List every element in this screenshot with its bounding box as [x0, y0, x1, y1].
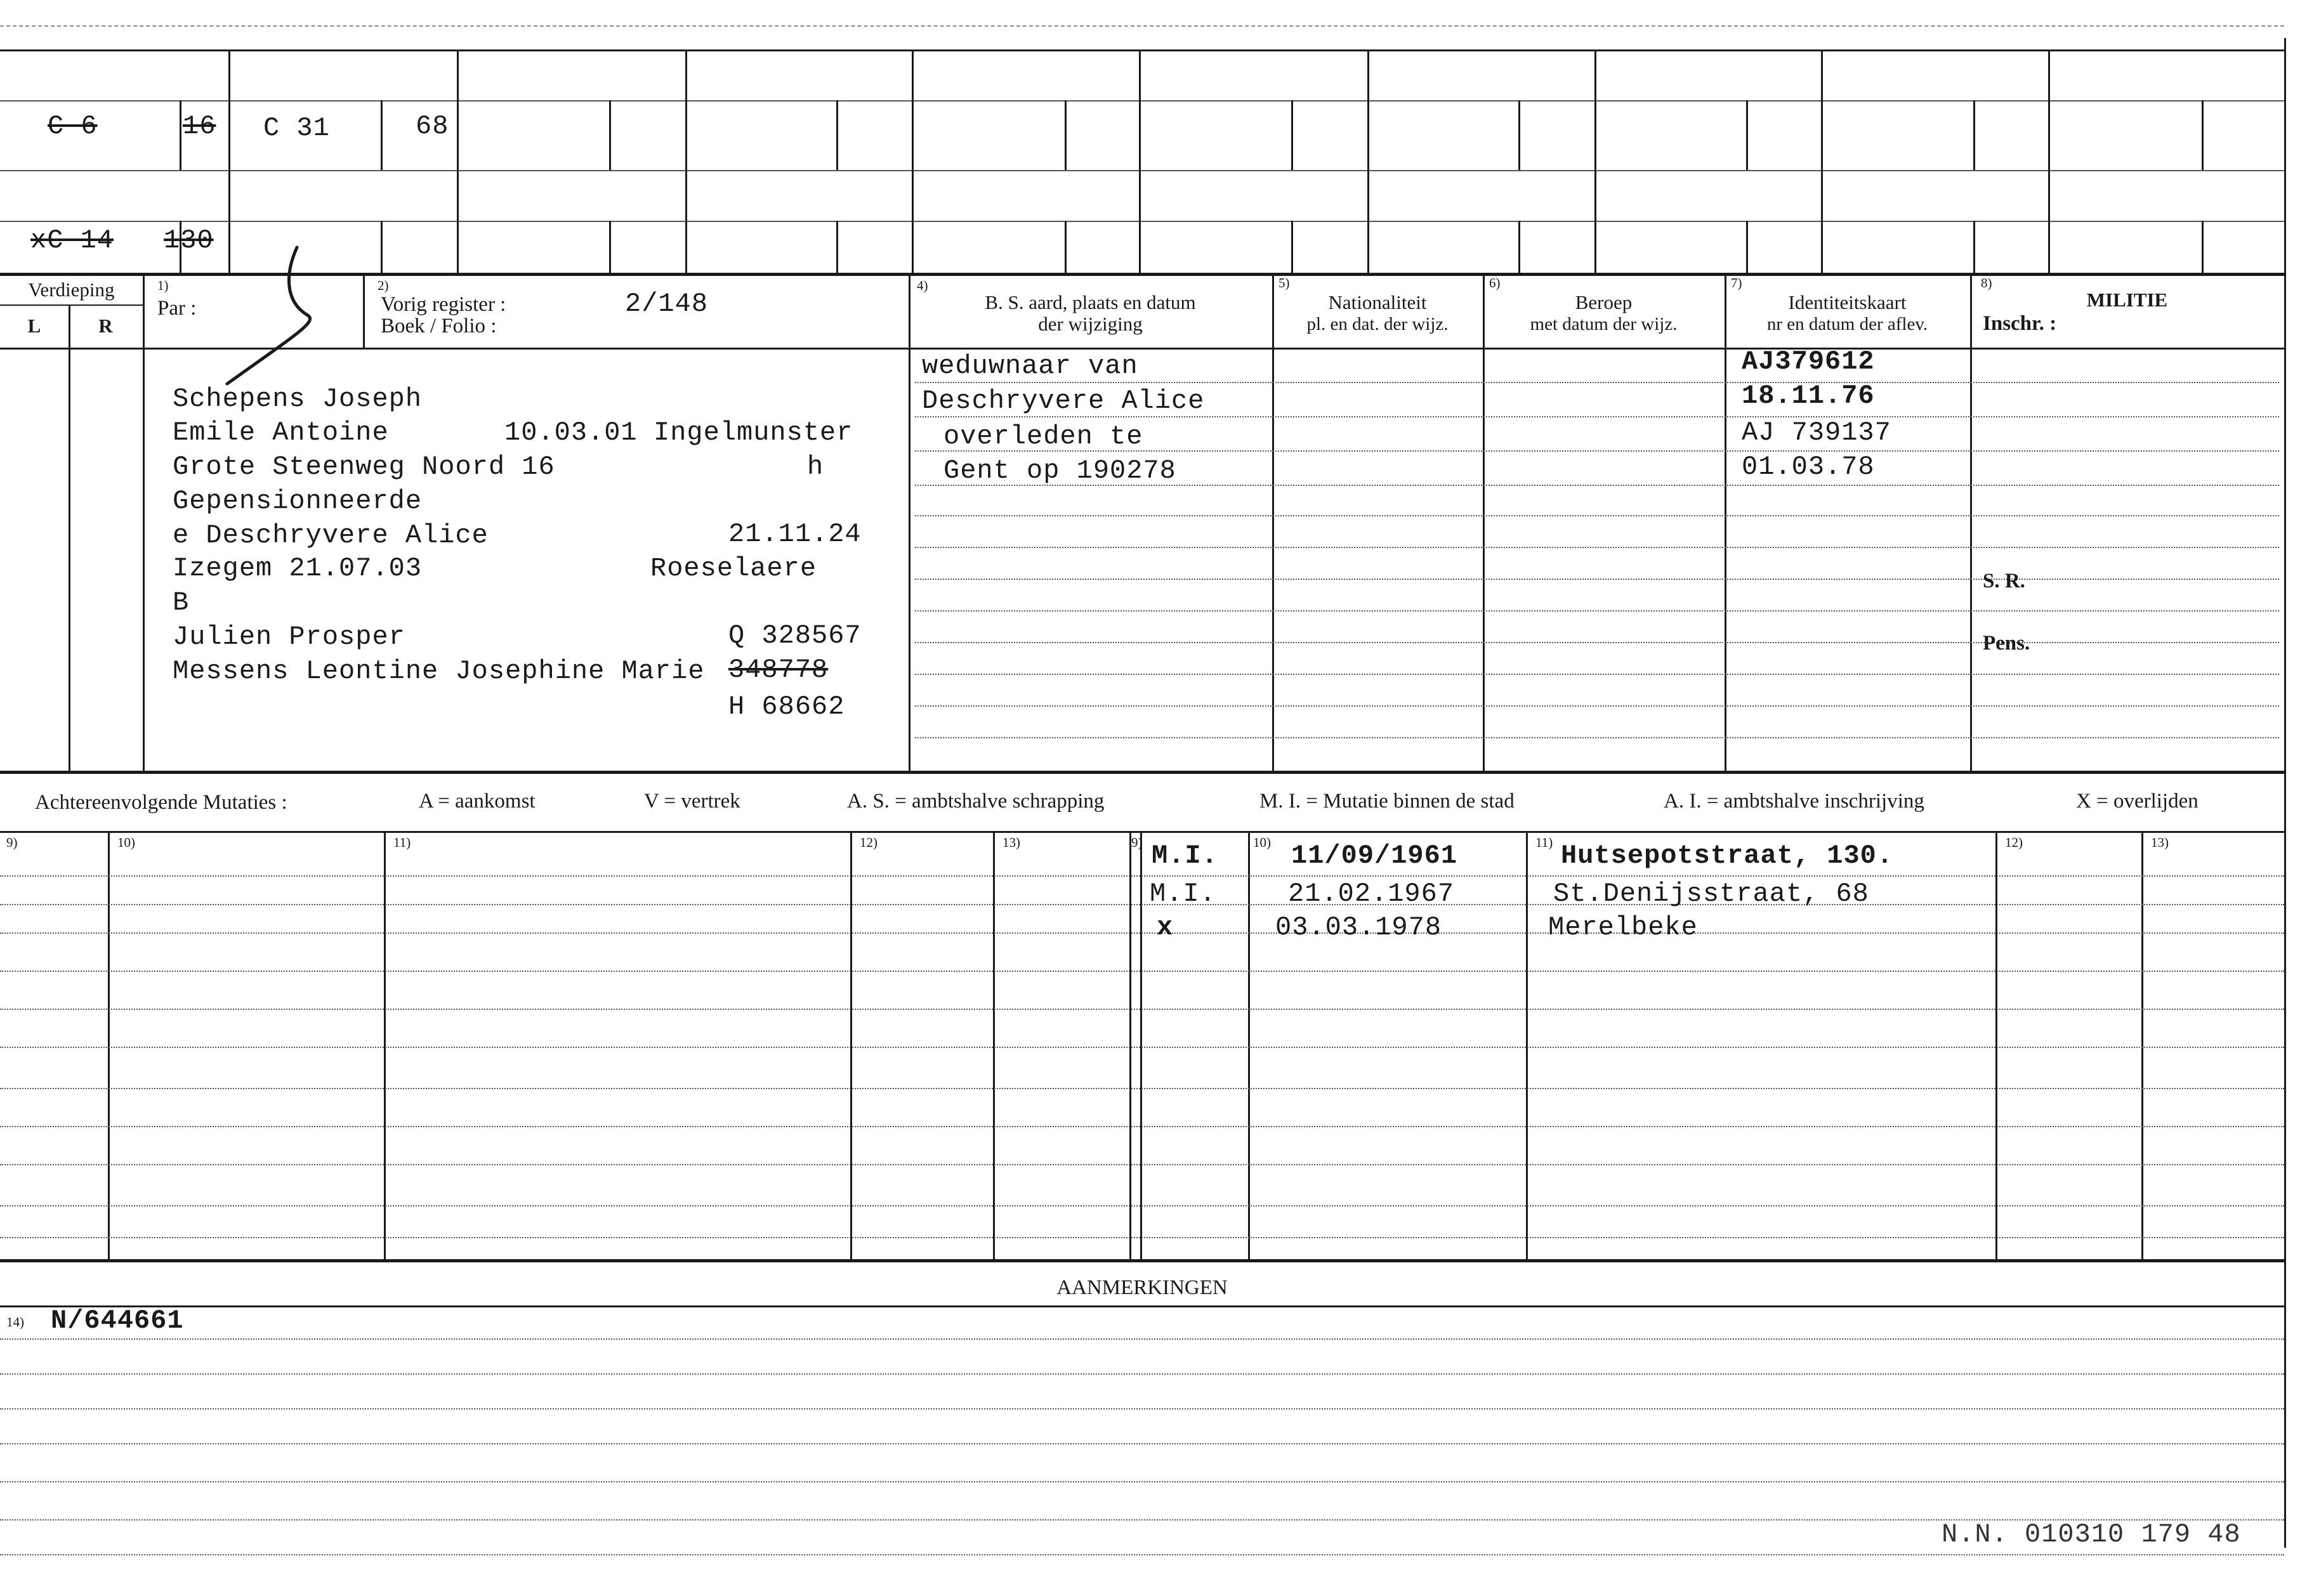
col-12b-number: 12) [2005, 835, 2023, 850]
vorig-register-value: 2/148 [625, 289, 709, 319]
id-entry-3: AJ 739137 [1742, 417, 1891, 448]
beroep-header-2: met datum der wijz. [1530, 314, 1678, 334]
aanmerkingen-number: 14) [6, 1314, 24, 1330]
aanmerkingen-title: AANMERKINGEN [1056, 1276, 1228, 1299]
register-code-2b: 130 [164, 225, 214, 256]
nat-header-1: Nationaliteit [1328, 291, 1427, 313]
nat-number: 5) [1278, 275, 1290, 291]
bs-number: 4) [917, 278, 928, 293]
person-birth-date: 10.03.01 [504, 417, 638, 448]
id-header-1: Identiteitskaart [1788, 291, 1907, 313]
person-birth-place: Ingelmunster [654, 417, 853, 448]
person-occupation: Gepensionneerde [173, 486, 423, 516]
col-12-number: 12) [860, 835, 877, 850]
register-code-1d: 68 [416, 111, 449, 141]
bs-header-2: der wijziging [1038, 313, 1143, 335]
person-address-mark: h [807, 452, 824, 482]
militie-header: MILITIE [2086, 289, 2168, 311]
person-nationality: B [173, 587, 190, 618]
mutaties-title: Achtereenvolgende Mutaties : [35, 791, 287, 814]
legend-mi: M. I. = Mutatie binnen de stad [1259, 790, 1515, 813]
person-father: Julien Prosper [173, 622, 405, 652]
aanmerkingen-value: N/644661 [51, 1305, 184, 1336]
bs-entry-2: Deschryvere Alice [922, 386, 1205, 416]
legend-x: X = overlijden [2076, 790, 2199, 813]
person-marriage-date: 21.11.24 [728, 519, 862, 549]
mutation-2-address: St.Denijsstraat, 68 [1553, 879, 1869, 909]
id-number: 7) [1731, 275, 1742, 291]
register-code-1a: C 6 [48, 111, 98, 141]
col-10b-number: 10) [1253, 835, 1271, 850]
mutation-1-code: M.I. [1152, 841, 1218, 871]
id-entry-1: AJ379612 [1742, 346, 1875, 377]
col-11b-number: 11) [1535, 835, 1553, 850]
mutation-3-address: Merelbeke [1548, 912, 1698, 943]
militie-number: 8) [1981, 275, 1992, 291]
pens-label: Pens. [1983, 632, 2030, 655]
person-address: Grote Steenweg Noord 16 [173, 452, 555, 482]
bs-entry-4: Gent op 190278 [943, 455, 1176, 486]
legend-a: A = aankomst [419, 790, 536, 813]
par-label: Par : [157, 297, 197, 320]
id-header-2: nr en datum der aflev. [1766, 314, 1928, 334]
col-9b-number: 9) [1131, 835, 1143, 850]
bs-entry-1: weduwnaar van [922, 351, 1138, 381]
person-spouse: e Deschryvere Alice [173, 520, 489, 551]
verdieping-r: R [98, 315, 113, 337]
sr-label: S. R. [1983, 570, 2025, 592]
mutation-2-code: M.I. [1150, 879, 1216, 909]
register-code-1c: C 31 [263, 113, 330, 143]
col-11-number: 11) [393, 835, 411, 850]
id-entry-2: 18.11.76 [1742, 381, 1875, 411]
hand-mark-icon [222, 244, 336, 390]
bs-entry-3: overleden te [943, 421, 1143, 452]
verdieping-header: Verdieping [28, 278, 115, 301]
person-code-1: Q 328567 [728, 620, 862, 651]
person-code-2: 348778 [728, 655, 829, 685]
vorig-register-label: Vorig register : [381, 293, 506, 316]
col-10-number: 10) [117, 835, 135, 850]
col-13b-number: 13) [2151, 835, 2169, 850]
beroep-number: 6) [1489, 275, 1501, 291]
person-line-1: Schepens Joseph [173, 384, 423, 414]
id-entry-4: 01.03.78 [1742, 452, 1875, 482]
legend-as: A. S. = ambtshalve schrapping [847, 790, 1105, 813]
register-code-1b: 16 [183, 111, 216, 141]
beroep-header-1: Beroep [1575, 291, 1633, 313]
person-mother: Messens Leontine Josephine Marie [173, 656, 705, 686]
vorig-number: 2) [378, 278, 389, 293]
bs-header-1: B. S. aard, plaats en datum [985, 291, 1196, 313]
person-spouse-birth: Izegem 21.07.03 [173, 553, 423, 584]
mutation-3-code: x [1157, 912, 1174, 943]
nat-header-2: pl. en dat. der wijz. [1306, 314, 1449, 334]
mutation-1-address: Hutsepotstraat, 130. [1561, 841, 1894, 871]
mutation-2-date: 21.02.1967 [1288, 879, 1455, 909]
mutation-3-date: 03.03.1978 [1275, 912, 1442, 943]
col-9-number: 9) [6, 835, 18, 850]
footer-reference: N.N. 010310 179 48 [1942, 1519, 2241, 1550]
person-line-2-name: Emile Antoine [173, 417, 389, 448]
person-code-3: H 68662 [728, 691, 845, 722]
register-code-2a: xC 14 [30, 225, 114, 256]
mutation-1-date: 11/09/1961 [1291, 841, 1458, 871]
legend-v: V = vertrek [644, 790, 740, 813]
verdieping-l: L [27, 315, 41, 337]
col-13-number: 13) [1002, 835, 1020, 850]
inschr-label: Inschr. : [1983, 312, 2057, 335]
legend-ai: A. I. = ambtshalve inschrijving [1664, 790, 1924, 813]
par-number: 1) [157, 278, 169, 293]
person-spouse-place: Roeselaere [650, 553, 817, 584]
boek-folio-label: Boek / Folio : [381, 315, 497, 337]
